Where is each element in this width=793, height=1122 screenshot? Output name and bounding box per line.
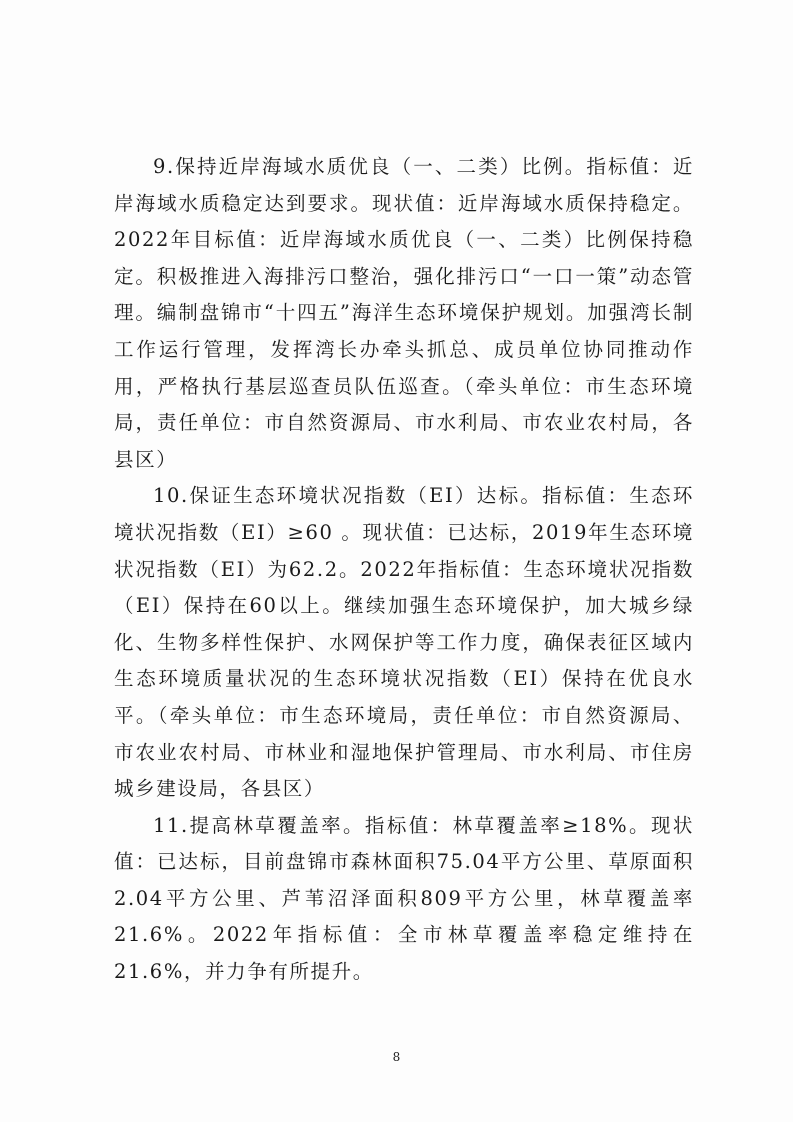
paragraph-item-11: 11.提高林草覆盖率。指标值：林草覆盖率≥18%。现状值：已达标，目前盘锦市森林面积75.04平方公里、草原面积2.04平方公里、芦苇沼泽面积809平方公里，林草覆盖率21.6%。2022年指标值：全市林草覆盖率稳定维持在21.6%，并力争有所提升。: [114, 813, 694, 984]
paragraph-item-10: 10.保证生态环境状况指数（EI）达标。指标值：生态环境状况指数（EI）≥60 。现状值：已达标，2019年生态环境状况指数（EI）为62.2。2022年指标值：生态环境状况指数（EI）保持在60以上。继续加强生态环境保护，加大城乡绿化、生物多样性保护、水网保护等工作力度，确保表征区域内生态环境质量状况的生态环境状况指数（EI）保持在优良水平。（牵头单位：市生态环境局，责任单位：市自然资源局、市农业农村局、市林业和湿地保护管理局、市水利局、市住房城乡建设局，各县区）: [114, 484, 694, 801]
paragraph-item-9: 9.保持近岸海域水质优良（一、二类）比例。指标值：近岸海域水质稳定达到要求。现状值：近岸海域水质保持稳定。2022年目标值：近岸海域水质优良（一、二类）比例保持稳定。积极推进入海排污口整治，强化排污口“一口一策”动态管理。编制盘锦市“十四五”海洋生态环境保护规划。加强湾长制工作运行管理，发挥湾长办牵头抓总、成员单位协同推动作用，严格执行基层巡查员队伍巡查。（牵头单位：市生态环境局，责任单位：市自然资源局、市水利局、市农业农村局，各县区）: [114, 155, 694, 471]
document-body: [114, 149, 694, 991]
page-number: 8: [392, 1050, 401, 1064]
